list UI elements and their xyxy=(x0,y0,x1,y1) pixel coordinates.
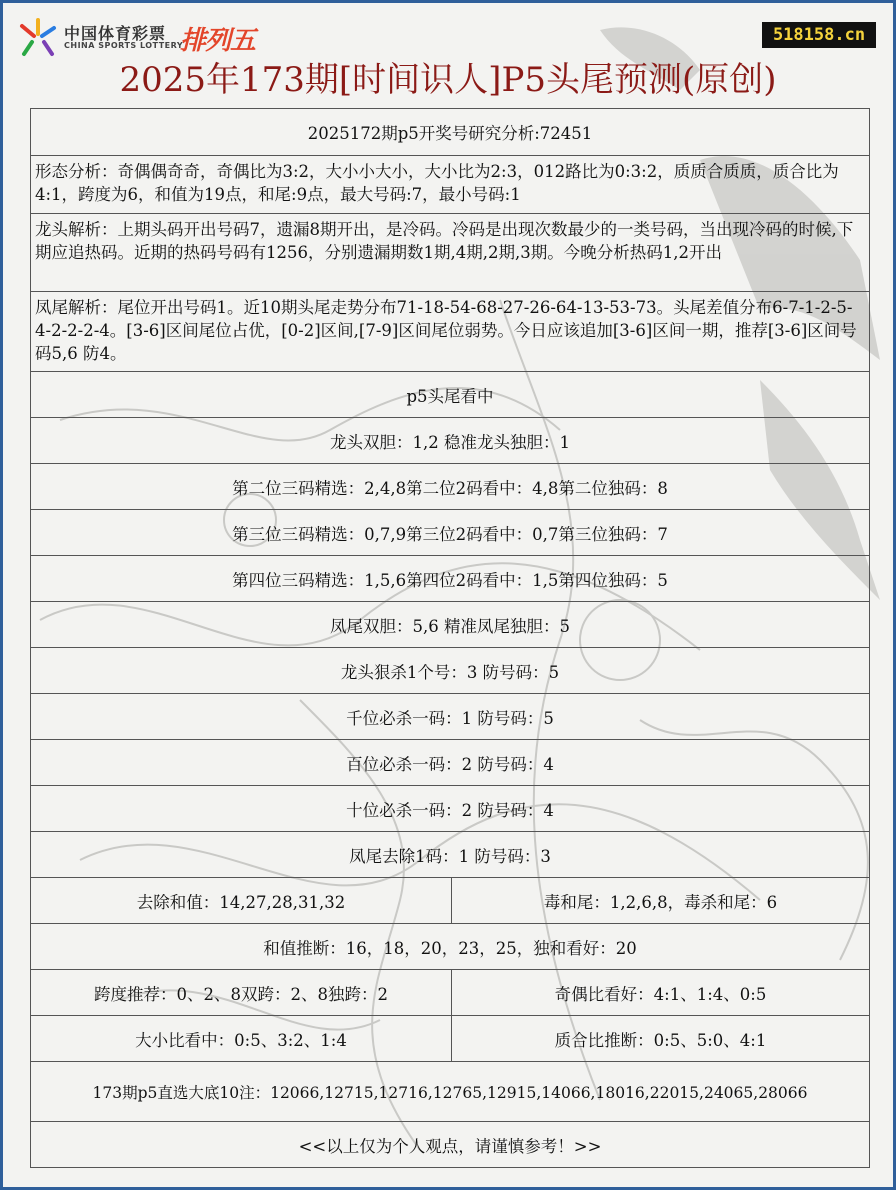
span-row xyxy=(31,970,869,1016)
sum-remove-cell: 去除和值：14,27,28,31,32 xyxy=(31,878,452,923)
ratio-row xyxy=(31,1016,869,1062)
head-pick-row: 龙头双胆：1,2 稳准龙头独胆：1 xyxy=(31,418,869,464)
lottery-name-cn: 中国体育彩票 xyxy=(64,24,167,43)
head-kill-row: 龙头狠杀1个号：3 防号码：5 xyxy=(31,648,869,694)
lottery-logo-icon xyxy=(18,18,60,58)
head-analysis: 龙头解析：上期头码开出号码7，遗漏8期开出，是冷码。冷码是出现次数最少的一类号码，当出现冷码的时候,下期应追热码。近期的热码号码有1256，分别遗漏期数1期,4期,2期,3期。今晚分析热码1,2开出 xyxy=(31,214,869,292)
position-4-row: 第四位三码精选：1,5,6第四位2码看中：1,5第四位独码：5 xyxy=(31,556,869,602)
thousands-kill-row: 千位必杀一码：1 防号码：5 xyxy=(31,694,869,740)
tens-kill-row: 十位必杀一码：2 防号码：4 xyxy=(31,786,869,832)
game-logo: 排列五 xyxy=(180,26,256,56)
page-header xyxy=(0,0,896,108)
sum-tail-cell: 毒和尾：1,2,6,8，毒杀和尾：6 xyxy=(543,892,778,912)
hundreds-kill-row: 百位必杀一码：2 防号码：4 xyxy=(31,740,869,786)
section-heading: p5头尾看中 xyxy=(31,372,869,418)
tail-kill-row: 凤尾去除1码：1 防号码：3 xyxy=(31,832,869,878)
odd-even-cell: 奇偶比看好：4:1、1:4、0:5 xyxy=(554,984,767,1004)
big-small-cell: 大小比看中：0:5、3:2、1:4 xyxy=(31,1016,452,1061)
tail-analysis: 凤尾解析：尾位开出号码1。近10期头尾走势分布71-18-54-68-27-26-64-13-53-73。头尾差值分布6-7-1-2-5-4-2-2-2-4。[3-6]区间尾位占优，[0-2]区间,[7-9]区间尾位弱势。今日应该追加[3-6]区间一期，推荐[3-6]区间号码5,6 防4。 xyxy=(31,292,869,372)
lottery-name-en: CHINA SPORTS LOTTERY xyxy=(64,41,184,50)
page-title: 2025年173期[时间识人]P5头尾预测(原创) xyxy=(119,60,777,100)
position-3-row: 第三位三码精选：0,7,9第三位2码看中：0,7第三位独码：7 xyxy=(31,510,869,556)
position-2-row: 第二位三码精选：2,4,8第二位2码看中：4,8第二位独码：8 xyxy=(31,464,869,510)
prediction-table xyxy=(30,108,870,1168)
span-cell: 跨度推荐：0、2、8双跨：2、8独跨：2 xyxy=(31,970,452,1015)
sum-infer-row: 和值推断：16，18，20，23，25，独和看好：20 xyxy=(31,924,869,970)
prime-cell: 质合比推断：0:5、5:0、4:1 xyxy=(554,1030,767,1050)
shape-analysis: 形态分析：奇偶偶奇奇，奇偶比为3:2，大小小大小，大小比为2:3，012路比为0:3:2，质质合质质，质合比为4:1，跨度为6，和值为19点，和尾:9点，最大号码:7，最小号码:1 xyxy=(31,156,869,214)
draw-result-row: 2025172期p5开奖号研究分析:72451 xyxy=(31,109,869,156)
lottery-logo xyxy=(18,18,278,58)
tail-pick-row: 凤尾双胆：5,6 精准凤尾独胆：5 xyxy=(31,602,869,648)
sum-row xyxy=(31,878,869,924)
disclaimer-row: <<以上仅为个人观点，请谨慎参考！>> xyxy=(298,1136,602,1156)
site-url-badge[interactable]: 518158.cn xyxy=(762,22,876,48)
direct-pick-row: 173期p5直选大底10注：12066,12715,12716,12765,12915,14066,18016,22015,24065,28066 xyxy=(31,1062,869,1122)
